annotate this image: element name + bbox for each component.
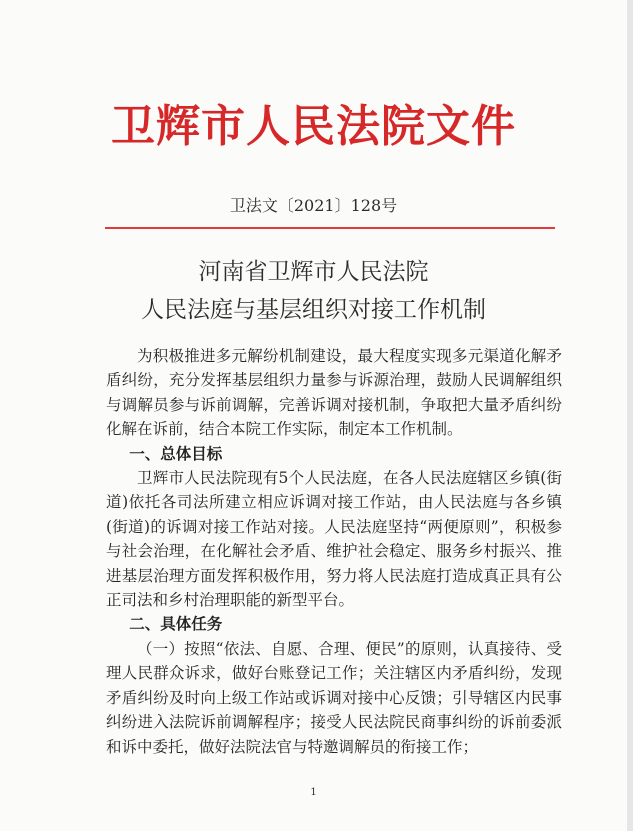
section-2-item-1: （一）按照“依法、自愿、合理、便民”的原则，认真接待、受理人民群众诉求，做好台账登记工作；关注辖区内矛盾纠纷，发现矛盾纠纷及时向上级工作站或诉调对接中心反馈；引导辖区内民事纠纷进入法院诉前调解程序；接受人民法院民商事纠纷的诉前委派和诉中委托，做好法院法官与特邀调解员的衔接工作； — [106, 639, 562, 756]
section-heading-2: 二、具体任务 — [129, 615, 223, 634]
section-heading-1: 一、总体目标 — [129, 444, 223, 463]
red-divider-line — [105, 227, 555, 229]
intro-paragraph: 为积极推进多元解纷机制建设，最大程度实现多元渠道化解矛盾纠纷，充分发挥基层组织力量参与诉源治理，鼓励人民调解组织与调解员参与诉前调解，完善诉调对接机制，争取把大量矛盾纠纷化解在诉前，结合本院工作实际，制定本工作机制。 — [106, 347, 562, 439]
document-title — [0, 253, 627, 329]
document-body — [106, 344, 562, 759]
title-line-2: 人民法庭与基层组织对接工作机制 — [141, 297, 486, 323]
title-line-1: 河南省卫辉市人民法院 — [198, 259, 429, 285]
section-1-paragraph: 卫辉市人民法院现有5个人民法庭，在各人民法庭辖区乡镇(街道)依托各司法所建立相应诉调对接工作站，由人民法庭与各乡镇(街道)的诉调对接工作站对接。人民法庭坚持“两便原则”，积极参与社会治理，在化解社会矛盾、维护社会稳定、服务乡村振兴、推进基层治理方面发挥积极作用，努力将人民法庭打造成真正具有公正司法和乡村治理职能的新型平台。 — [106, 469, 562, 610]
page-number: 1 — [310, 787, 317, 798]
document-number: 卫法文〔2021〕128号 — [229, 196, 398, 215]
document-header: 卫辉市人民法院文件 — [111, 101, 516, 152]
